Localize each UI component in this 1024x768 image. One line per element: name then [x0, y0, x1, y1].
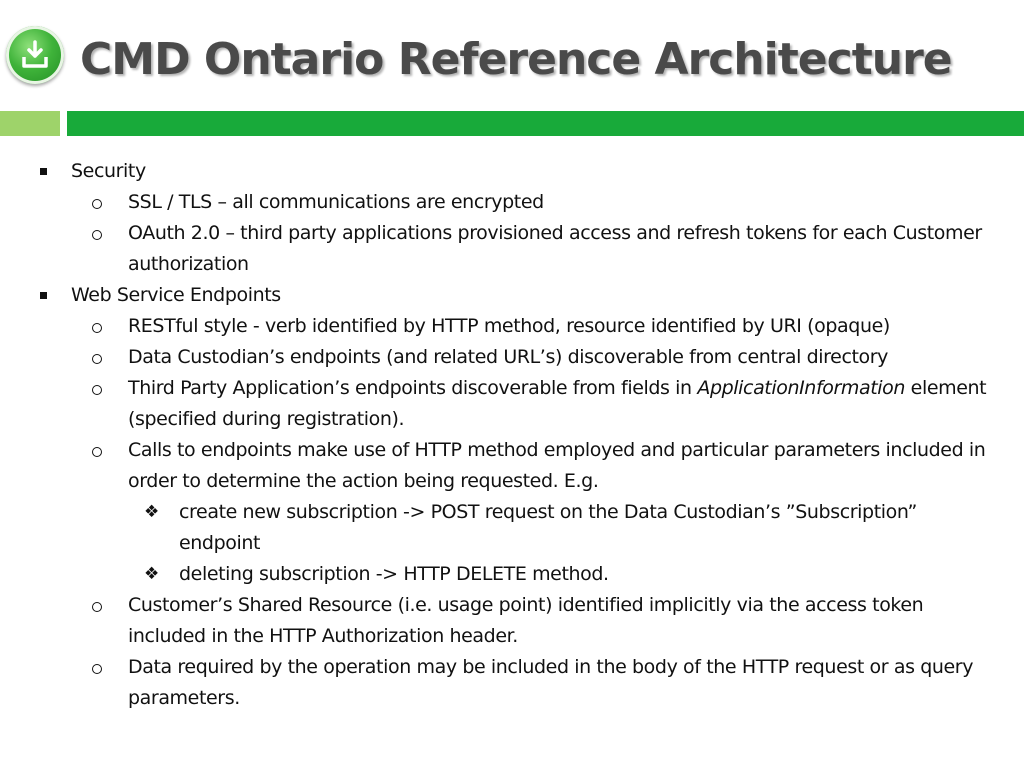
accent-bar	[67, 111, 1024, 136]
sub-bullet-calls	[0, 435, 1024, 497]
download-icon	[6, 26, 64, 84]
accent-bar-left	[0, 111, 60, 136]
sub-bullet-oauth	[0, 218, 1024, 280]
circle-bullet-icon	[92, 230, 102, 240]
slide-body	[0, 156, 1024, 714]
sub-bullet-third-party	[0, 373, 1024, 435]
sub-bullet-custodian	[0, 342, 1024, 373]
bullet-text: element (specified during registration).	[128, 377, 987, 430]
sub-sub-bullet-create	[0, 497, 1024, 559]
bullet-text: Customer’s Shared Resource (i.e. usage point) identified implicitly via the access token included in the HTTP Authorization header.	[128, 594, 924, 647]
bullet-text: Calls to endpoints make use of HTTP method employed and particular parameters included in order to determine the action being requested. E.g.	[128, 439, 986, 492]
circle-bullet-icon	[92, 323, 102, 333]
bullet-text: SSL / TLS – all communications are encrypted	[128, 191, 544, 213]
sub-bullet-data	[0, 652, 1024, 714]
bullet-text: RESTful style - verb identified by HTTP method, resource identified by URI (opaque)	[128, 315, 890, 337]
square-bullet-icon	[40, 292, 47, 299]
diamond-bullet-icon: ❖	[144, 502, 159, 522]
bullet-text: deleting subscription -> HTTP DELETE method.	[179, 563, 609, 585]
diamond-bullet-icon: ❖	[144, 564, 159, 584]
circle-bullet-icon	[92, 199, 102, 209]
circle-bullet-icon	[92, 664, 102, 674]
sub-bullet-resource	[0, 590, 1024, 652]
sub-bullet-ssl	[0, 187, 1024, 218]
circle-bullet-icon	[92, 447, 102, 457]
circle-bullet-icon	[92, 354, 102, 364]
bullet-security	[0, 156, 1024, 187]
sub-sub-bullet-delete	[0, 559, 1024, 590]
bullet-text: Data required by the operation may be included in the body of the HTTP request or as query parameters.	[128, 656, 974, 709]
bullet-text: Third Party Application’s endpoints discoverable from fields in	[128, 377, 698, 399]
sub-bullet-restful	[0, 311, 1024, 342]
square-bullet-icon	[40, 168, 47, 175]
bullet-text: Data Custodian’s endpoints (and related URL’s) discoverable from central directory	[128, 346, 889, 368]
bullet-text: Security	[71, 160, 146, 182]
bullet-endpoints	[0, 280, 1024, 311]
circle-bullet-icon	[92, 602, 102, 612]
bullet-text: OAuth 2.0 – third party applications provisioned access and refresh tokens for each Customer authorization	[128, 222, 982, 275]
circle-bullet-icon	[92, 385, 102, 395]
slide-title: CMD Ontario Reference Architecture	[80, 34, 952, 85]
bullet-text-italic: ApplicationInformation	[697, 377, 906, 399]
bullet-text: Web Service Endpoints	[71, 284, 281, 306]
bullet-text: create new subscription -> POST request on the Data Custodian’s ”Subscription” endpoint	[179, 501, 917, 554]
